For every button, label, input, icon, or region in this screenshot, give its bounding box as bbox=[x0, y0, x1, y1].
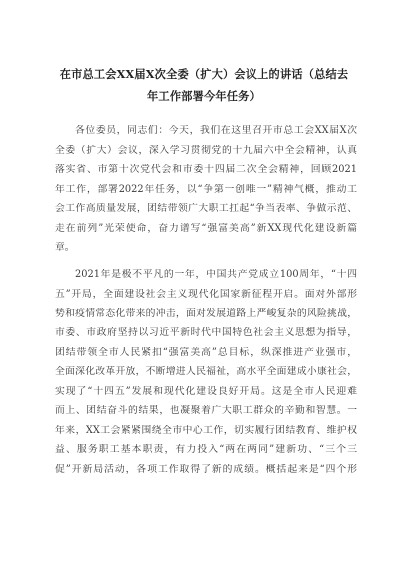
paragraph-2-line: 势和疫情常态化带来的冲击，面对发展道路上严峻复杂的风险挑战， bbox=[55, 308, 357, 319]
paragraph-2-line: 而上、团结奋斗的结果，也凝聚着广大职工群众的辛勤和智慧。一 bbox=[55, 405, 357, 416]
paragraph-2-line: 市委、市政府坚持以习近平新时代中国特色社会主义思想为指导， bbox=[55, 327, 357, 338]
paragraph-2-line: 实现了“十四五”发展和现代化建设良好开局。这是全市人民迎难 bbox=[55, 386, 357, 397]
paragraph-2-line: 益、服务职工基本职责，有力投入“两在两同”建新功、“三个三 bbox=[55, 444, 357, 455]
document-title-line-1: 在市总工会XX届X次全委（扩大）会议上的讲话（总结去 bbox=[59, 67, 349, 81]
paragraph-2-line: 2021年是极不平凡的一年，中国共产党成立100周年，“十四 bbox=[75, 269, 357, 280]
paragraph-1-line: 落实省、市第十次党代会和市委十四届二次全会精神，回顾2021 bbox=[55, 164, 357, 175]
paragraph-1-line: 各位委员，同志们：今天，我们在这里召开市总工会XX届X次 bbox=[75, 125, 357, 136]
paragraph-2-line: 团结带领全市人民紧扣“强富美高”总目标，纵深推进产业强市， bbox=[55, 347, 357, 358]
paragraph-2-line: 促”开新局活动，各项工作取得了新的成绩。概括起来是“四个形 bbox=[55, 464, 357, 475]
paragraph-1-line: 会工作高质量发展，团结带领广大职工扛起“争当表率、争做示范、 bbox=[55, 203, 357, 214]
paragraph-1-line: 章。 bbox=[55, 242, 75, 253]
paragraph-1-line: 年工作，部署2022年任务，以“争第一创唯一”精神气概，推动工 bbox=[55, 184, 357, 195]
paragraph-2-line: 五”开局，全面建设社会主义现代化国家新征程开启。面对外部形 bbox=[55, 289, 357, 300]
paragraph-1-line: 走在前列”光荣使命，奋力谱写“强富美高”新XX现代化建设新篇 bbox=[55, 223, 357, 234]
paragraph-2-line: 年来，XX工会紧紧围绕全市中心工作，切实履行团结教育、维护权 bbox=[55, 425, 357, 436]
paragraph-1-line: 全委（扩大）会议，深入学习贯彻党的十九届六中全会精神，认真 bbox=[55, 145, 357, 156]
paragraph-2-line: 全面深化改革开放，不断增进人民福祉，高水平全面建成小康社会， bbox=[55, 366, 357, 377]
document-title-line-2: 年工作部署今年任务） bbox=[147, 89, 261, 103]
